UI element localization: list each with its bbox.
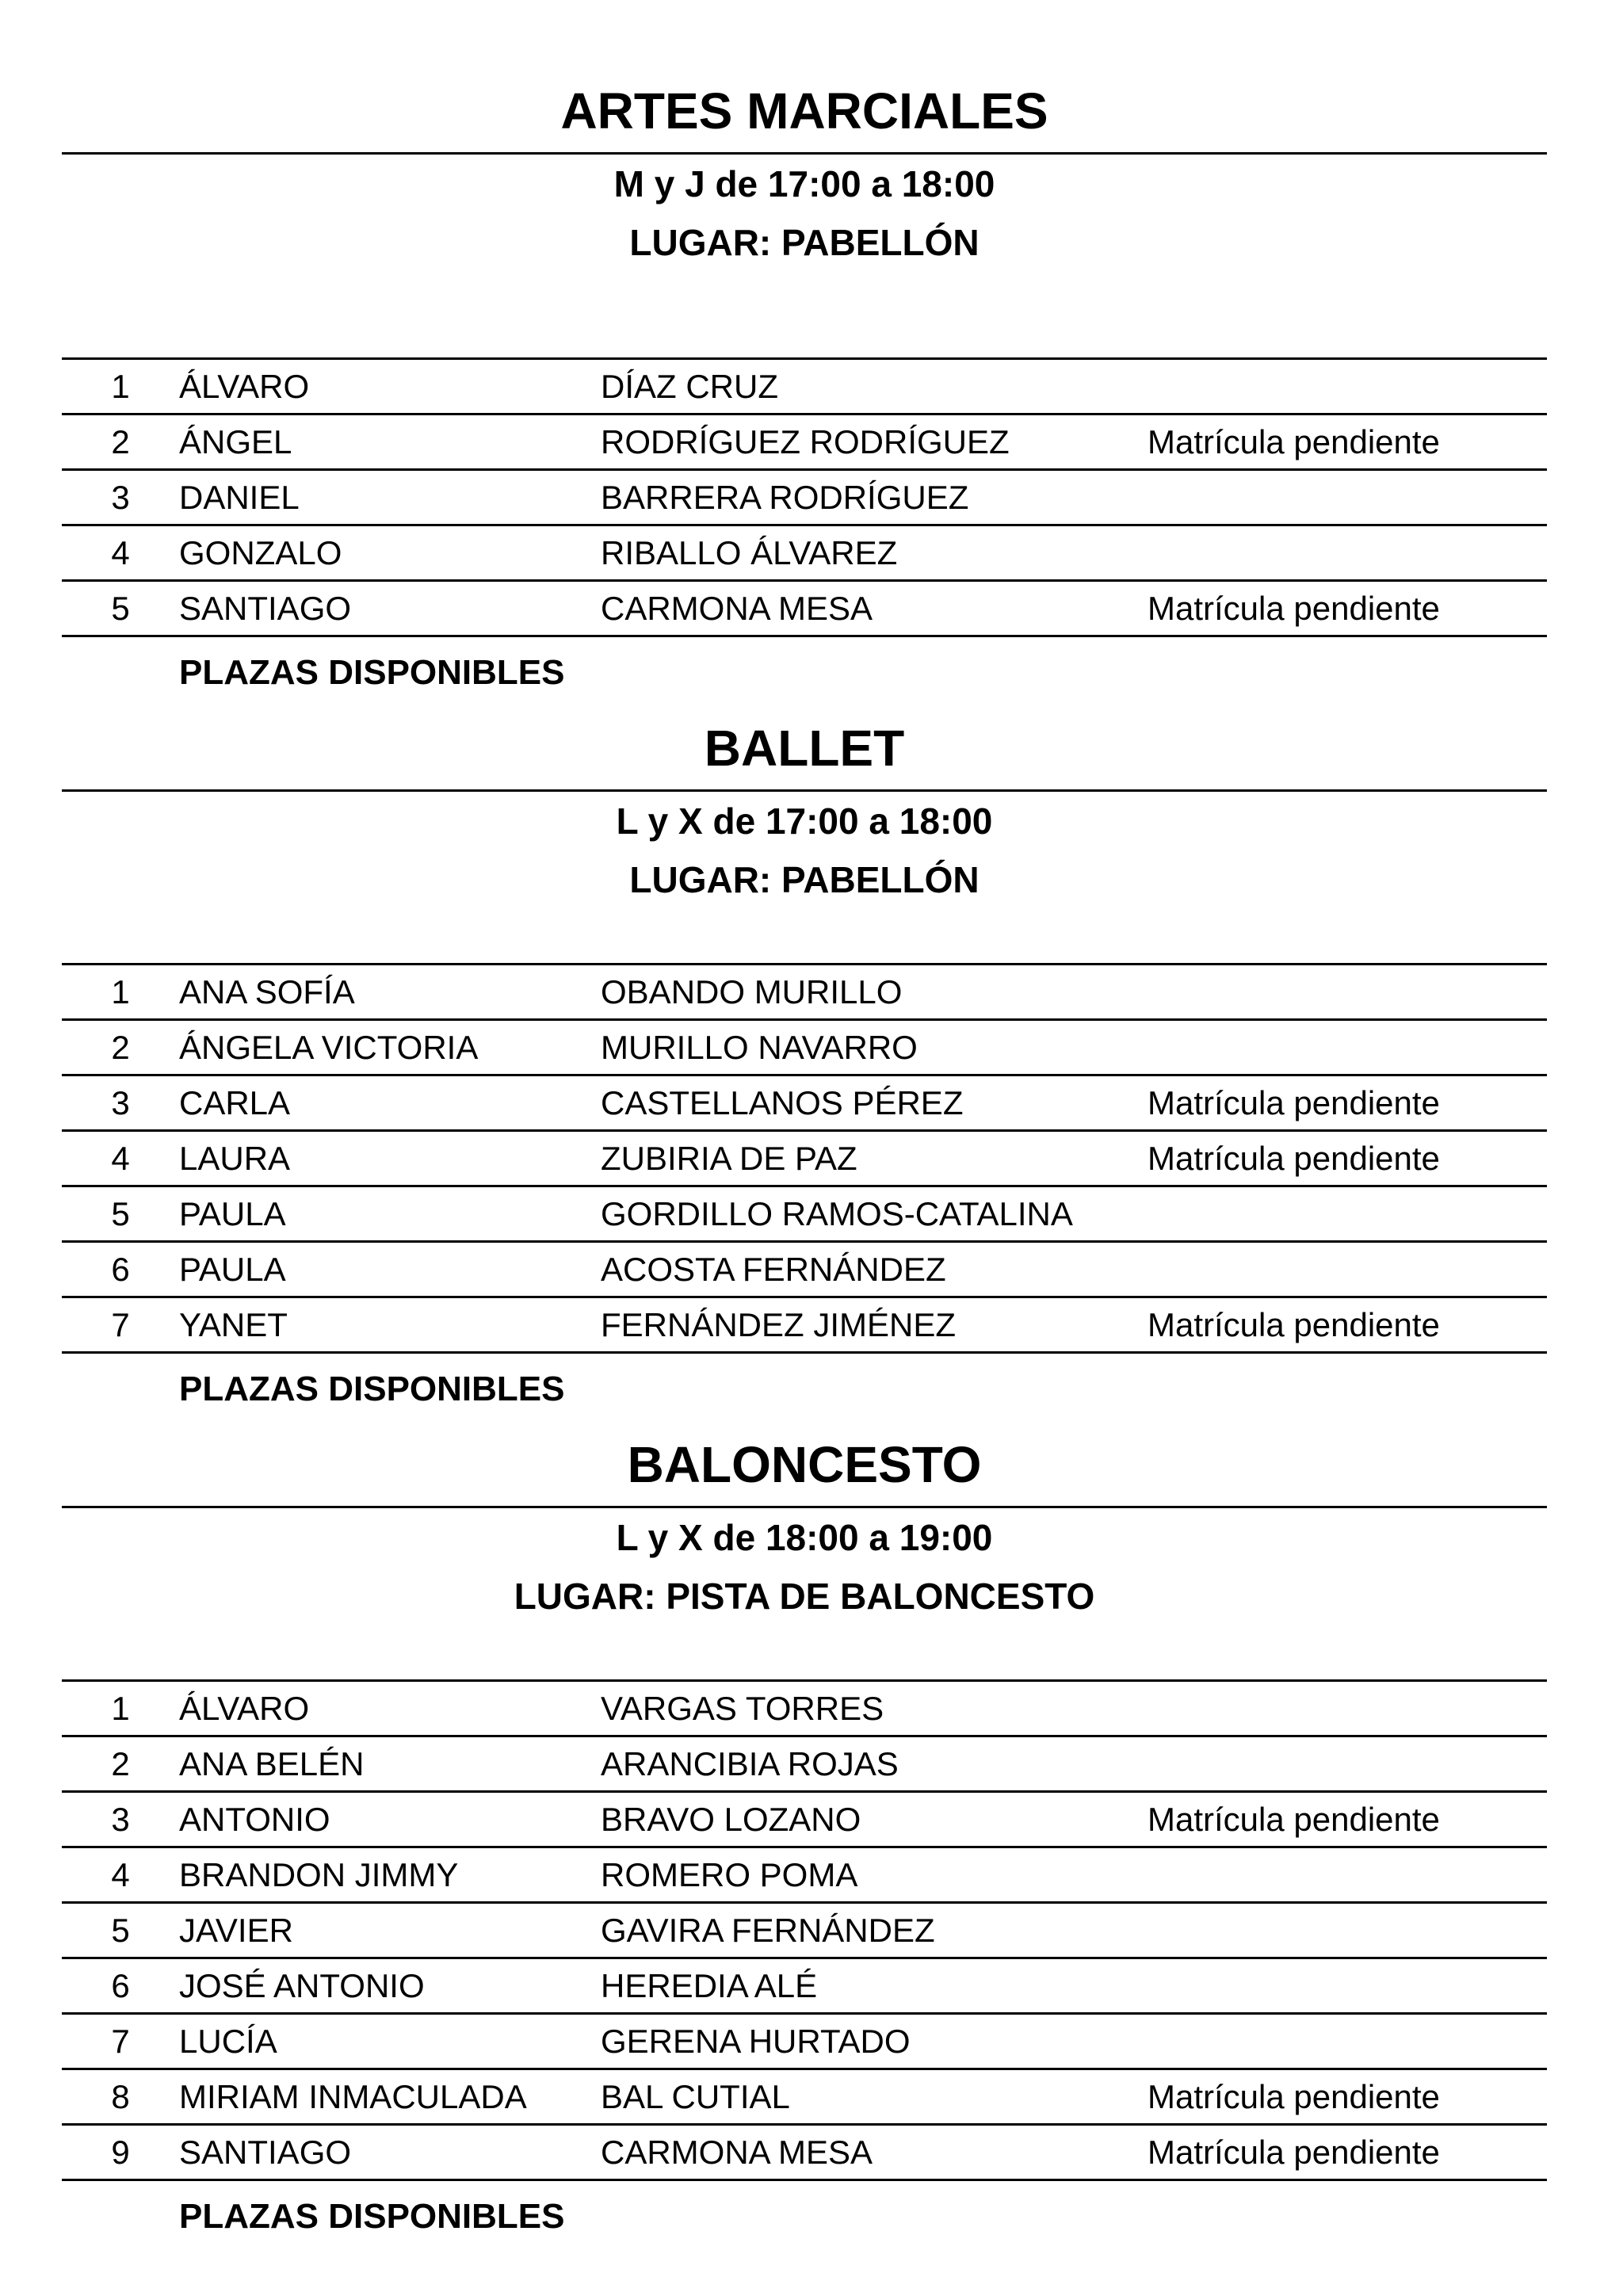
last-name: DÍAZ CRUZ bbox=[601, 367, 778, 405]
first-name: GONZALO bbox=[179, 533, 342, 571]
row-number: 8 bbox=[111, 2077, 130, 2115]
first-name: ÁNGELA VICTORIA bbox=[179, 1028, 479, 1066]
table-row bbox=[62, 471, 1547, 526]
table-row bbox=[62, 2126, 1547, 2181]
first-name: DANIEL bbox=[179, 478, 300, 516]
row-number: 3 bbox=[111, 1800, 130, 1838]
table-row bbox=[62, 1298, 1547, 1354]
document-page bbox=[62, 70, 1547, 2244]
section-title: ARTES MARCIALES bbox=[62, 70, 1547, 155]
section-place: LUGAR: PABELLÓN bbox=[629, 859, 980, 900]
last-name: HEREDIA ALÉ bbox=[601, 1966, 818, 2004]
last-name: RIBALLO ÁLVAREZ bbox=[601, 533, 898, 571]
table-row bbox=[62, 1682, 1547, 1737]
last-name: CASTELLANOS PÉREZ bbox=[601, 1083, 964, 1121]
table-row bbox=[62, 1243, 1547, 1298]
status-note: Matrícula pendiente bbox=[1148, 589, 1440, 627]
table-row bbox=[62, 1076, 1547, 1132]
first-name: LAURA bbox=[179, 1139, 291, 1177]
status-note: Matrícula pendiente bbox=[1148, 1305, 1440, 1343]
last-name: RODRÍGUEZ RODRÍGUEZ bbox=[601, 422, 1010, 460]
first-name: JOSÉ ANTONIO bbox=[179, 1966, 425, 2004]
section-schedule: M y J de 17:00 a 18:00 bbox=[613, 163, 995, 204]
row-number: 7 bbox=[111, 1305, 130, 1343]
available-places: PLAZAS DISPONIBLES bbox=[179, 1370, 565, 1408]
section-schedule: L y X de 18:00 a 19:00 bbox=[616, 1517, 993, 1558]
first-name: ANA BELÉN bbox=[179, 1744, 365, 1782]
section-schedule: L y X de 17:00 a 18:00 bbox=[616, 800, 993, 842]
last-name: CARMONA MESA bbox=[601, 2133, 873, 2171]
table-row bbox=[62, 965, 1547, 1021]
first-name: ÁLVARO bbox=[179, 1689, 310, 1727]
row-number: 2 bbox=[111, 422, 130, 460]
table-row bbox=[62, 582, 1547, 637]
table-row bbox=[62, 1021, 1547, 1076]
last-name: GORDILLO RAMOS-CATALINA bbox=[601, 1194, 1073, 1232]
status-note: Matrícula pendiente bbox=[1148, 2077, 1440, 2115]
table-row bbox=[62, 526, 1547, 582]
table-row bbox=[62, 415, 1547, 471]
row-number: 1 bbox=[111, 367, 130, 405]
last-name: BARRERA RODRÍGUEZ bbox=[601, 478, 969, 516]
section-baloncesto bbox=[62, 1423, 1547, 2244]
available-places: PLAZAS DISPONIBLES bbox=[179, 2197, 565, 2236]
last-name: BRAVO LOZANO bbox=[601, 1800, 861, 1838]
section-place: LUGAR: PISTA DE BALONCESTO bbox=[514, 1576, 1095, 1617]
roster-table bbox=[62, 1679, 1547, 2181]
table-row bbox=[62, 2015, 1547, 2070]
last-name: ZUBIRIA DE PAZ bbox=[601, 1139, 857, 1177]
section-ballet bbox=[62, 707, 1547, 1417]
table-row bbox=[62, 360, 1547, 415]
first-name: LUCÍA bbox=[179, 2022, 277, 2060]
row-number: 2 bbox=[111, 1744, 130, 1782]
table-row bbox=[62, 1848, 1547, 1904]
status-note: Matrícula pendiente bbox=[1148, 1800, 1440, 1838]
row-number: 3 bbox=[111, 478, 130, 516]
row-number: 1 bbox=[111, 1689, 130, 1727]
row-number: 7 bbox=[111, 2022, 130, 2060]
first-name: SANTIAGO bbox=[179, 589, 352, 627]
first-name: ÁNGEL bbox=[179, 422, 292, 460]
first-name: JAVIER bbox=[179, 1911, 293, 1949]
status-note: Matrícula pendiente bbox=[1148, 2133, 1440, 2171]
row-number: 5 bbox=[111, 1911, 130, 1949]
row-number: 9 bbox=[111, 2133, 130, 2171]
last-name: ARANCIBIA ROJAS bbox=[601, 1744, 899, 1782]
status-note: Matrícula pendiente bbox=[1148, 422, 1440, 460]
row-number: 6 bbox=[111, 1966, 130, 2004]
last-name: CARMONA MESA bbox=[601, 589, 873, 627]
first-name: MIRIAM INMACULADA bbox=[179, 2077, 527, 2115]
last-name: GAVIRA FERNÁNDEZ bbox=[601, 1911, 935, 1949]
section-place: LUGAR: PABELLÓN bbox=[629, 222, 980, 263]
first-name: CARLA bbox=[179, 1083, 291, 1121]
last-name: ROMERO POMA bbox=[601, 1855, 858, 1893]
table-row bbox=[62, 1904, 1547, 1959]
row-number: 1 bbox=[111, 972, 130, 1010]
row-number: 3 bbox=[111, 1083, 130, 1121]
last-name: MURILLO NAVARRO bbox=[601, 1028, 918, 1066]
table-row bbox=[62, 1187, 1547, 1243]
first-name: PAULA bbox=[179, 1194, 286, 1232]
first-name: ANTONIO bbox=[179, 1800, 330, 1838]
row-number: 6 bbox=[111, 1250, 130, 1288]
first-name: SANTIAGO bbox=[179, 2133, 352, 2171]
first-name: BRANDON JIMMY bbox=[179, 1855, 459, 1893]
table-row bbox=[62, 2070, 1547, 2126]
status-note: Matrícula pendiente bbox=[1148, 1083, 1440, 1121]
table-row bbox=[62, 1793, 1547, 1848]
last-name: GERENA HURTADO bbox=[601, 2022, 911, 2060]
section-artes-marciales bbox=[62, 70, 1547, 701]
last-name: VARGAS TORRES bbox=[601, 1689, 884, 1727]
roster-table bbox=[62, 963, 1547, 1354]
table-row bbox=[62, 1737, 1547, 1793]
last-name: OBANDO MURILLO bbox=[601, 972, 903, 1010]
last-name: BAL CUTIAL bbox=[601, 2077, 790, 2115]
last-name: FERNÁNDEZ JIMÉNEZ bbox=[601, 1305, 957, 1343]
first-name: ANA SOFÍA bbox=[179, 972, 355, 1010]
roster-table bbox=[62, 357, 1547, 637]
row-number: 4 bbox=[111, 533, 130, 571]
row-number: 4 bbox=[111, 1139, 130, 1177]
table-row bbox=[62, 1132, 1547, 1187]
last-name: ACOSTA FERNÁNDEZ bbox=[601, 1250, 946, 1288]
first-name: ÁLVARO bbox=[179, 367, 310, 405]
status-note: Matrícula pendiente bbox=[1148, 1139, 1440, 1177]
available-places: PLAZAS DISPONIBLES bbox=[179, 653, 565, 692]
section-title: BALLET bbox=[62, 707, 1547, 792]
row-number: 5 bbox=[111, 589, 130, 627]
row-number: 2 bbox=[111, 1028, 130, 1066]
section-title: BALONCESTO bbox=[62, 1423, 1547, 1508]
row-number: 4 bbox=[111, 1855, 130, 1893]
first-name: YANET bbox=[179, 1305, 288, 1343]
first-name: PAULA bbox=[179, 1250, 286, 1288]
row-number: 5 bbox=[111, 1194, 130, 1232]
table-row bbox=[62, 1959, 1547, 2015]
